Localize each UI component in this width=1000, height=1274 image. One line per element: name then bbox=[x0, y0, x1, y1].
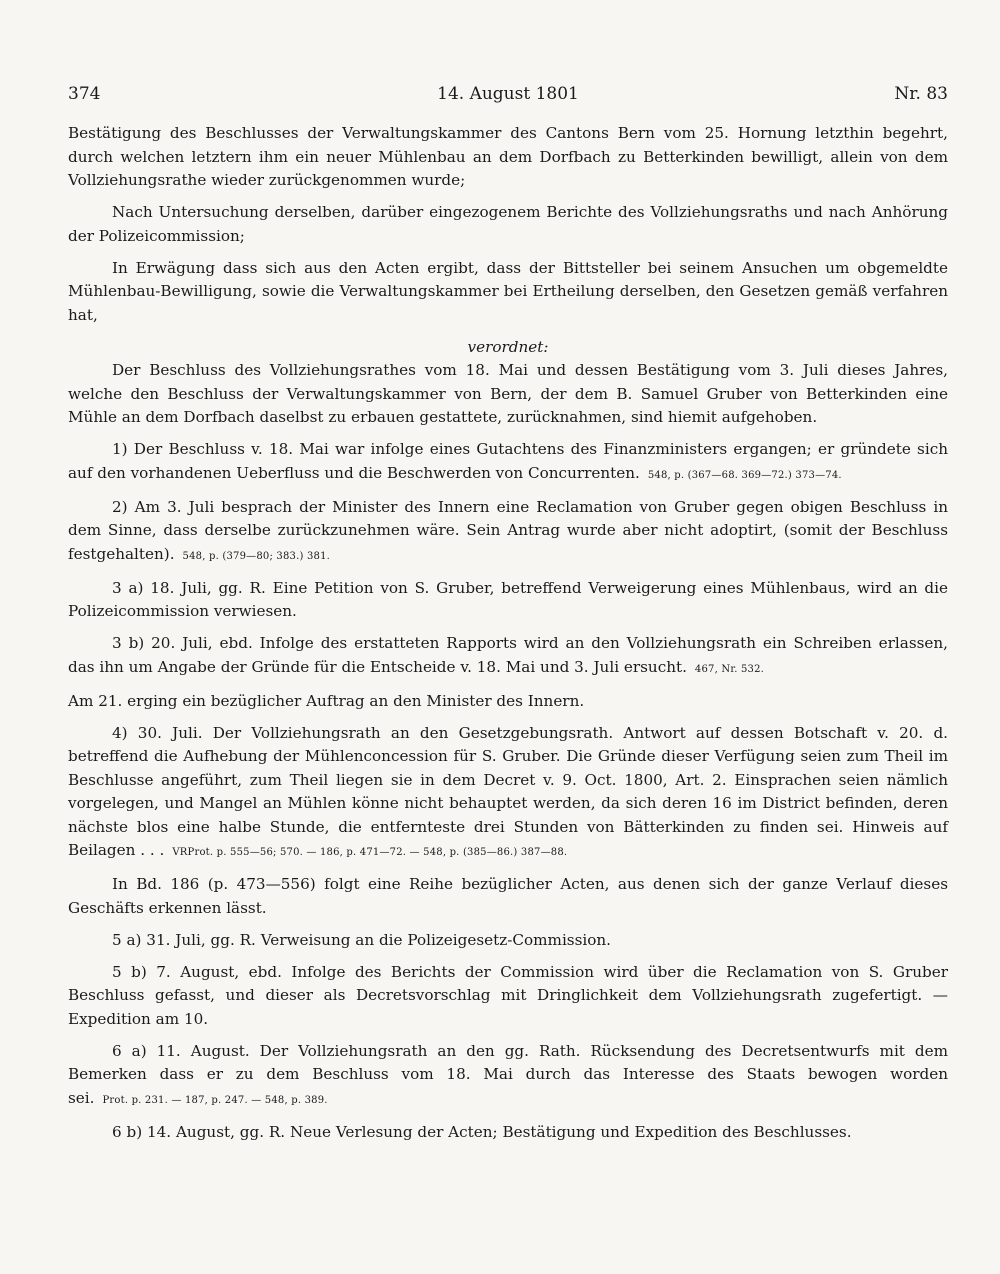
paragraph: Nach Untersuchung derselben, darüber eingezogenem Berichte des Vollziehungsraths und nach Anhörung der Polizeicommission; bbox=[68, 203, 948, 245]
archive-reference: Prot. p. 231. — 187, p. 247. — 548, p. 389. bbox=[102, 1094, 328, 1106]
archive-reference: 548, p. (367—68. 369—72.) 373—74. bbox=[647, 469, 842, 481]
paragraph: Der Beschluss des Vollziehungsrathes vom 18. Mai und dessen Bestätigung vom 3. Juli dieses Jahres, welche den Beschluss der Verwaltungskammer von Bern, der dem B. Samuel Gruber von Betterkinden eine Mühle an dem Dorfbach daselbst zu erbauen gestattete, zurücknahmen, sind hiemit aufgehoben. bbox=[68, 361, 948, 426]
paragraph: Bestätigung des Beschlusses der Verwaltungskammer des Cantons Bern vom 25. Hornung letzthin begehrt, durch welchen letztern ihm ein neuer Mühlenbau an dem Dorfbach zu Betterkinden bewilligt, allein von dem Vollziehungsrathe wieder zurückgenommen wurde; bbox=[68, 124, 948, 189]
decree-heading: verordnet: bbox=[467, 337, 549, 356]
note-paragraph: 4) 30. Juli. Der Vollziehungsrath an den Gesetzgebungsrath. Antwort auf dessen Botschaft v. 20. d. betreffend die Aufhebung der Mühlenconcession für S. Gruber. Die Gründe dieser Verfügung seien zum Theil im Beschlusse angeführt, zum Theil liegen sie in dem Decret v. 9. Oct. 1800, Art. 2. Einsprachen seien nämlich vorgelegen, und Mangel an Mühlen könne nicht behauptet werden, da sich deren 16 im District befinden, deren nächste blos eine halbe Stunde, die entfernteste drei Stunden von Bätterkinden zu finden sei. Hinweis auf Beilagen . . . VRProt. p. 555—56; 570. — 186, p. 471—72. — 548, p. (385—86.) 387—88. bbox=[68, 723, 948, 859]
note-paragraph: 3 b) 20. Juli, ebd. Infolge des erstatteten Rapports wird an den Vollziehungsrath ein Schreiben erlassen, das ihn um Angabe der Gründe für die Entscheide v. 18. Mai und 3. Juli ersucht. 467, Nr. 532. bbox=[68, 634, 948, 676]
archive-reference: VRProt. p. 555—56; 570. — 186, p. 471—72. — 548, p. (385—86.) 387—88. bbox=[172, 847, 568, 858]
paragraph: Am 21. erging ein bezüglicher Auftrag an den Minister des Innern. bbox=[68, 691, 585, 710]
note-paragraph: 3 a) 18. Juli, gg. R. Eine Petition von S. Gruber, betreffend Verweigerung eines Mühlenbaus, wird an die Polizeicommission verwiesen. bbox=[68, 578, 948, 620]
archive-reference: 467, Nr. 532. bbox=[694, 663, 765, 675]
document-number: Nr. 83 bbox=[894, 84, 948, 104]
paragraph: In Erwägung dass sich aus den Acten ergibt, dass der Bittsteller bei seinem Ansuchen um obgemeldte Mühlenbau-Bewilligung, sowie die Verwaltungskammer bei Ertheilung derselben, den Gesetzen gemäß verfahren hat, bbox=[68, 258, 948, 324]
note-paragraph: 5 b) 7. August, ebd. Infolge des Berichts der Commission wird über die Reclamation von S. Gruber Beschluss gefasst, und dieser als Decretsvorschlag mit Dringlichkeit dem Vollziehungsrath zugefertigt. — Expedition am 10. bbox=[68, 962, 948, 1028]
note-paragraph: 6 b) 14. August, gg. R. Neue Verlesung der Acten; Bestätigung und Expedition des Beschlusses. bbox=[112, 1122, 852, 1141]
note-paragraph: 2) Am 3. Juli besprach der Minister des Innern eine Reclamation von Gruber gegen obigen Beschluss in dem Sinne, dass derselbe zurückzunehmen wäre. Sein Antrag wurde aber nicht adoptirt, (somit der Beschluss festgehalten). 548, p. (379—80; 383.) 381. bbox=[68, 497, 948, 563]
page-number: 374 bbox=[68, 84, 101, 104]
page-header bbox=[68, 84, 948, 112]
note-paragraph: 1) Der Beschluss v. 18. Mai war infolge eines Gutachtens des Finanzministers ergangen; er gründete sich auf den vorhandenen Ueberfluss und die Beschwerden von Concurrenten. 548, p. (367—68. 369—72.) 373—74. bbox=[68, 440, 948, 482]
document-body bbox=[68, 122, 948, 1153]
header-date: 14. August 1801 bbox=[437, 84, 579, 104]
paragraph: In Bd. 186 (p. 473—556) folgt eine Reihe bezüglicher Acten, aus denen sich der ganze Verlauf dieses Geschäfts erkennen lässt. bbox=[68, 875, 948, 917]
note-paragraph: 5 a) 31. Juli, gg. R. Verweisung an die Polizeigesetz-Commission. bbox=[112, 930, 611, 949]
archive-reference: 548, p. (379—80; 383.) 381. bbox=[182, 550, 331, 562]
note-paragraph: 6 a) 11. August. Der Vollziehungsrath an den gg. Rath. Rücksendung des Decretsentwurfs mit dem Bemerken dass er zu dem Beschluss vom 18. Mai durch das Interesse des Staats bewogen worden sei. Prot. p. 231. — 187, p. 247. — 548, p. 389. bbox=[68, 1041, 948, 1107]
